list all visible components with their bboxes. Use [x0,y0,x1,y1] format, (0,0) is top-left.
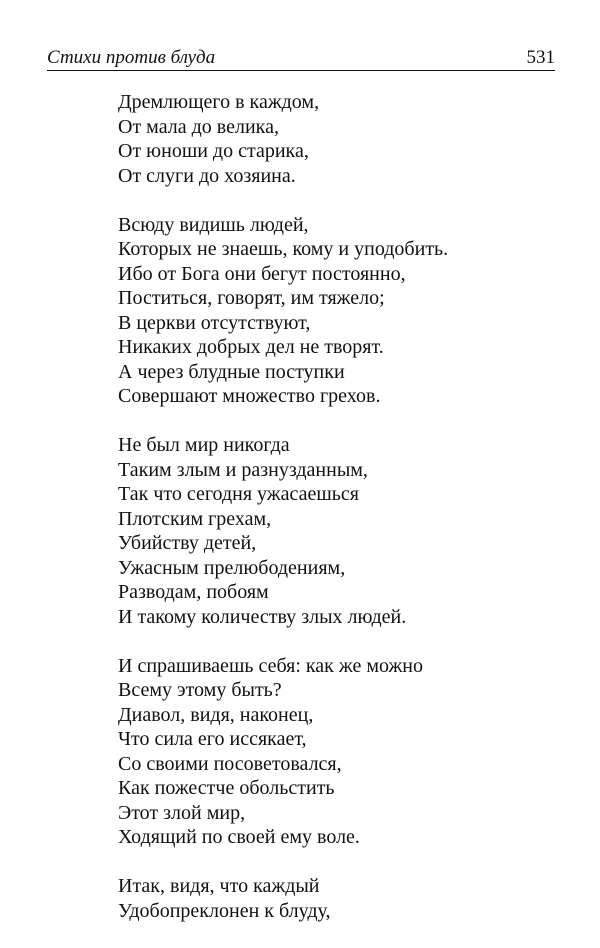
poem-line: Поститься, говорят, им тяжело; [118,287,385,309]
poem-line: Всюду видишь людей, [118,213,309,236]
poem-line: Что сила его иссякает, [118,728,307,750]
poem-line: Убийству детей, [118,532,257,554]
poem-line: Разводам, побоям [118,581,269,603]
poem-line: Диавол, видя, наконец, [118,703,314,726]
poem-line: Которых не знаешь, кому и уподобить. [118,238,449,260]
poem-line: Ужасным прелюбодениям, [118,556,346,579]
poem-line: И спрашиваешь себя: как же можно [118,654,424,677]
stanza [118,90,578,188]
page-number: 531 [526,47,555,68]
stanza [118,874,578,923]
poem-line: В церкви отсутствуют, [118,311,311,334]
running-title: Стихи против блуда [47,47,216,68]
stanza [118,433,578,629]
stanza [118,213,578,409]
poem-line: И такому количеству злых людей. [118,605,407,628]
poem-line: Итак, видя, что каждый [118,875,320,897]
poem-line: От мала до велика, [118,115,279,138]
poem-line: А через блудные поступки [118,360,345,383]
poem-body [118,90,578,948]
poem-line: От юноши до старика, [118,140,309,162]
poem-line: От слуги до хозяина. [118,164,296,187]
poem-line: Ибо от Бога они бегут постоянно, [118,262,406,285]
poem-line: Таким злым и разнузданным, [118,458,368,481]
poem-line: Со своими посоветовался, [118,752,342,775]
poem-line: Так что сегодня ужасаешься [118,483,359,505]
poem-line: Удобопреклонен к блуду, [118,899,331,922]
poem-line: Ходящий по своей ему воле. [118,826,360,848]
poem-line: Дремлющего в каждом, [118,91,320,113]
poem-line: Совершают множество грехов. [118,385,381,407]
poem-line: Как пожестче обольстить [118,777,335,799]
poem-line: Не был мир никогда [118,434,290,456]
poem-line: Всему этому быть? [118,679,282,701]
poem-line: Плотским грехам, [118,507,272,530]
header-rule [47,70,555,71]
poem-line: Никаких добрых дел не творят. [118,336,384,358]
running-header [47,44,555,72]
poem-line: Этот злой мир, [118,801,246,824]
stanza [118,654,578,850]
